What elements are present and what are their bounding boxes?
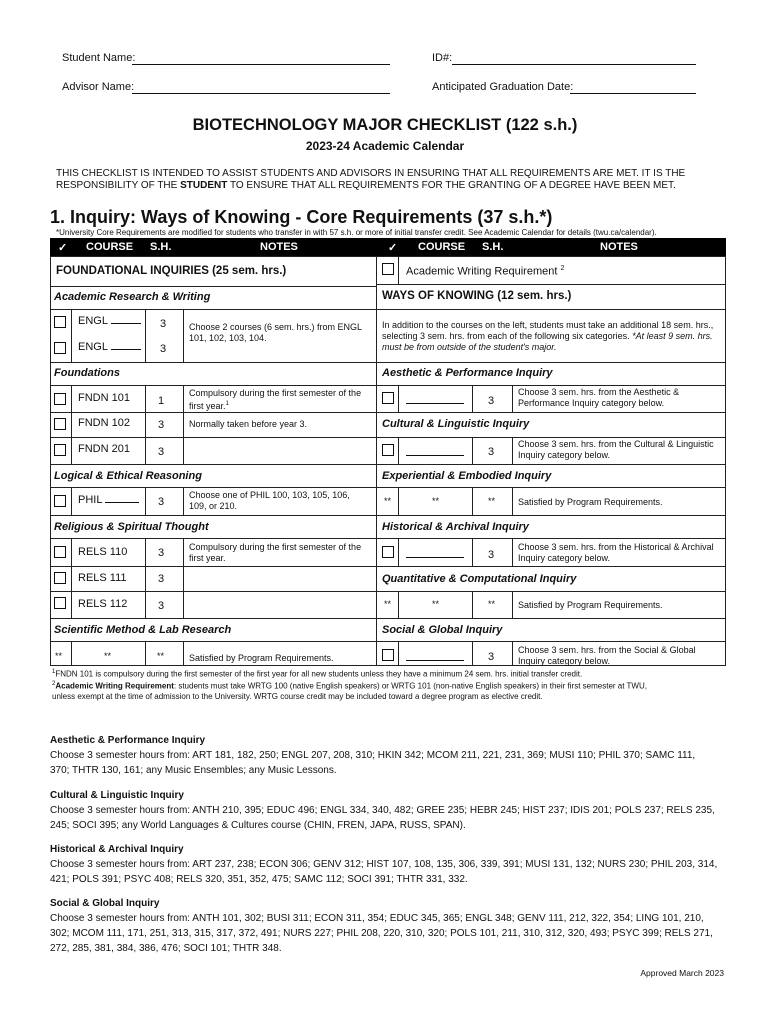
exp-course-stars: ** — [432, 496, 440, 506]
table-header — [50, 238, 726, 256]
exp-note: Satisfied by Program Requirements. — [518, 497, 663, 507]
sci-course-stars: ** — [104, 651, 112, 661]
footnote-1 — [52, 669, 742, 679]
rels110-course: RELS 110 — [78, 546, 128, 558]
aesthetic-course-blank[interactable] — [406, 393, 464, 404]
aesthetic-sh: 3 — [488, 395, 495, 407]
religious-heading: Religious & Spiritual Thought — [54, 521, 209, 533]
intro-line-1: THIS CHECKLIST IS INTENDED TO ASSIST STUDENTS AND ADVISORS IN ENSURING THAT ALL REQUIREMENTS ARE MET. IT IS THE — [56, 168, 686, 179]
course-number-blank[interactable] — [111, 323, 141, 324]
footnote-num: 2 — [52, 681, 56, 687]
intro-line-2 — [56, 180, 716, 192]
sci-note: Satisfied by Program Requirements. — [189, 653, 334, 663]
social-note: Choose 3 sem. hrs. from the Social & Global Inquiry category below. — [518, 645, 696, 666]
rels112-checkbox[interactable] — [54, 597, 66, 609]
notes-header: NOTES — [260, 241, 298, 253]
grad-date-field[interactable] — [570, 93, 696, 94]
course-code: PHIL — [78, 494, 103, 506]
list-text: 245; SOCI 395; any World Languages & Cultures course (CHIN, FREN, JAPA, RUSS, SPAN). — [50, 820, 466, 831]
wok-note — [382, 320, 718, 353]
aesthetic-note: Choose 3 sem. hrs. from the Aesthetic & Performance Inquiry category below. — [518, 387, 680, 408]
list-heading: Historical & Archival Inquiry — [50, 844, 184, 855]
engl-sh-2: 3 — [160, 343, 167, 355]
cultural-note: Choose 3 sem. hrs. from the Cultural & Linguistic Inquiry category below. — [518, 439, 714, 460]
aesthetic-list — [50, 733, 730, 778]
grad-date-label: Anticipated Graduation Date: — [432, 81, 574, 93]
wok-heading: WAYS OF KNOWING (12 sem. hrs.) — [382, 290, 572, 302]
quant-course-stars: ** — [432, 599, 440, 609]
section-1-title: 1. Inquiry: Ways of Knowing - Core Requirements (37 s.h.*) — [50, 207, 553, 227]
quant-check-stars: ** — [384, 599, 392, 609]
aesthetic-heading: Aesthetic & Performance Inquiry — [382, 367, 553, 379]
sh-header: S.H. — [482, 241, 504, 253]
phil-checkbox[interactable] — [54, 495, 66, 507]
course-code: ENGL — [78, 315, 108, 327]
sh-header: S.H. — [150, 241, 172, 253]
rels110-sh: 3 — [158, 547, 165, 559]
fndn201-checkbox[interactable] — [54, 444, 66, 456]
fndn102-sh: 3 — [158, 419, 165, 431]
social-course-blank[interactable] — [406, 650, 464, 661]
page-subtitle: 2023-24 Academic Calendar — [305, 139, 465, 153]
section-1-note: *University Core Requirements are modified for students who transfer in with 57 s.h. or more of initial transfer credit. See Academic Calendar for details (twu.ca/calendar). — [56, 228, 657, 237]
awr-checkbox[interactable] — [382, 263, 394, 275]
page-title: BIOTECHNOLOGY MAJOR CHECKLIST (122 s.h.) — [192, 116, 578, 134]
social-heading: Social & Global Inquiry — [382, 624, 503, 636]
list-text: Choose 3 semester hours from: ANTH 101, 302; BUSI 311; ECON 311, 354; EDUC 345, 365; ENGL 348; GENV 111, 212, 322, 354; LING 101, 210, — [50, 913, 704, 924]
intro-student-bold: STUDENT — [180, 180, 228, 191]
course-code: ENGL — [78, 341, 108, 353]
footnote-text: FNDN 101 is compulsory during the first semester of the first year for all new students unless they have a minimum 24 sem. hrs. initial transfer credit. — [55, 669, 583, 679]
list-heading: Social & Global Inquiry — [50, 898, 160, 909]
awr-text: Academic Writing Requirement — [406, 265, 558, 278]
list-text: 302; MCOM 111, 171, 251, 313, 315, 317, 372, 491; NURS 227; PHIL 208, 220, 310, 320; POLS 101, 211, 310, 312, 320, 493; PSYC 399; RELS 271, — [50, 928, 713, 939]
rels112-sh: 3 — [158, 600, 165, 612]
cultural-checkbox[interactable] — [382, 444, 394, 456]
historical-list — [50, 842, 730, 887]
academic-research-heading: Academic Research & Writing — [54, 291, 211, 303]
footnote-ref: 2 — [560, 265, 565, 272]
quantitative-heading: Quantitative & Computational Inquiry — [382, 573, 577, 585]
engl-course-2[interactable] — [78, 341, 141, 353]
fndn102-course: FNDN 102 — [78, 417, 130, 429]
advisor-name-field[interactable] — [132, 93, 390, 94]
footnote-2-cont: unless exempt at the time of admission to the University. WRTG course credit may be included toward a degree program as elective credit. — [52, 692, 543, 701]
wok-note-text: In addition to the courses on the left, students must take an additional 18 sem. hrs., selecting 3 sem. hrs. from each of the following six categories. — [382, 320, 714, 341]
table-divider — [376, 256, 377, 666]
course-number-blank[interactable] — [111, 349, 141, 350]
social-list — [50, 896, 730, 956]
fndn102-checkbox[interactable] — [54, 418, 66, 430]
check-header: ✓ — [388, 242, 398, 254]
fndn201-sh: 3 — [158, 446, 165, 458]
phil-sh: 3 — [158, 496, 165, 508]
engl-course-1[interactable] — [78, 315, 141, 327]
historical-note: Choose 3 sem. hrs. from the Historical & Archival Inquiry category below. — [518, 542, 714, 563]
course-header: COURSE — [418, 241, 466, 253]
sci-check-stars: ** — [55, 651, 63, 661]
rels110-checkbox[interactable] — [54, 546, 66, 558]
social-sh: 3 — [488, 651, 495, 663]
intro-text — [56, 168, 716, 192]
course-number-blank[interactable] — [105, 502, 139, 503]
historical-heading: Historical & Archival Inquiry — [382, 521, 529, 533]
historical-sh: 3 — [488, 549, 495, 561]
fndn101-checkbox[interactable] — [54, 393, 66, 405]
check-header: ✓ — [58, 242, 68, 254]
id-label: ID#: — [432, 52, 453, 64]
exp-sh-stars: ** — [488, 496, 496, 506]
engl-checkbox-1[interactable] — [54, 316, 66, 328]
experiential-heading: Experiential & Embodied Inquiry — [382, 470, 552, 482]
cultural-sh: 3 — [488, 446, 495, 458]
foundations-heading: Foundations — [54, 367, 120, 379]
quant-note: Satisfied by Program Requirements. — [518, 600, 663, 610]
wok-note-italic: *At least 9 sem. hrs. must be from outside of the student's major. — [382, 331, 713, 352]
list-heading: Aesthetic & Performance Inquiry — [50, 735, 206, 746]
intro-part: RESPONSIBILITY OF THE — [56, 180, 181, 191]
list-text: 421; POLS 391; PSYC 408; RELS 320, 351, 352, 475; SAMC 112; SOCI 391; THTR 331, 332. — [50, 874, 468, 885]
footnote-num: 1 — [52, 669, 56, 675]
aesthetic-checkbox[interactable] — [382, 392, 394, 404]
notes-header: NOTES — [600, 241, 638, 253]
footnote-ref: 1 — [225, 401, 229, 407]
awr-label — [406, 265, 564, 278]
sci-sh-stars: ** — [157, 651, 165, 661]
advisor-name-label: Advisor Name: — [62, 81, 135, 93]
logical-heading: Logical & Ethical Reasoning — [54, 470, 202, 482]
rels111-checkbox[interactable] — [54, 572, 66, 584]
list-text: Choose 3 semester hours from: ANTH 210, 395; EDUC 496; ENGL 334, 340, 482; GREE 235; HEBR 245; HIST 237; IDIS 201; POLS 237; RELS 235, — [50, 805, 715, 816]
footnote-text: : students must take WRTG 100 (native English speakers) or WRTG 101 (non-native English speakers) in their first semester at TWU, — [173, 681, 647, 691]
footnote-2 — [52, 681, 742, 691]
rels110-note: Compulsory during the first semester of the first year. — [189, 542, 362, 563]
quant-sh-stars: ** — [488, 599, 496, 609]
foundational-heading: FOUNDATIONAL INQUIRIES (25 sem. hrs.) — [56, 265, 287, 277]
id-field[interactable] — [452, 64, 696, 65]
historical-course-blank[interactable] — [406, 547, 464, 558]
intro-part: TO ENSURE THAT ALL REQUIREMENTS FOR THE GRANTING OF A DEGREE HAVE BEEN MET. — [227, 180, 676, 191]
scientific-heading: Scientific Method & Lab Research — [54, 624, 232, 636]
fndn101-course: FNDN 101 — [78, 392, 130, 404]
cultural-course-blank[interactable] — [406, 445, 464, 456]
fndn101-sh: 1 — [158, 395, 165, 407]
fndn101-note — [189, 388, 369, 412]
list-text: 370; THTR 130, 161; any Music Ensembles; any Music Lessons. — [50, 765, 337, 776]
phil-note: Choose one of PHIL 100, 103, 105, 106, 109, or 210. — [189, 490, 350, 511]
phil-course[interactable] — [78, 494, 139, 506]
fndn201-course: FNDN 201 — [78, 443, 130, 455]
list-text: 272, 285, 381, 384, 386, 476; SOCI 101; THTR 348. — [50, 943, 282, 954]
note-text: Compulsory during the first semester of the first year. — [189, 388, 362, 411]
rels111-sh: 3 — [158, 573, 165, 585]
approved-date: Approved March 2023 — [640, 968, 724, 978]
list-text: Choose 3 semester hours from: ART 237, 238; ECON 306; GENV 312; HIST 107, 108, 135, 306, 339, 391; MUSI 131, 132; NURS 230; PHIL 203, 314, — [50, 859, 718, 870]
exp-check-stars: ** — [384, 496, 392, 506]
course-header: COURSE — [86, 241, 134, 253]
fndn102-note: Normally taken before year 3. — [189, 419, 308, 429]
student-name-field[interactable] — [132, 64, 390, 65]
social-checkbox[interactable] — [382, 649, 394, 661]
student-name-label: Student Name: — [62, 52, 136, 64]
rels111-course: RELS 111 — [78, 572, 127, 584]
list-heading: Cultural & Linguistic Inquiry — [50, 790, 184, 801]
cultural-heading: Cultural & Linguistic Inquiry — [382, 418, 530, 430]
cultural-list — [50, 788, 730, 833]
engl-note: Choose 2 courses (6 sem. hrs.) from ENGL 101, 102, 103, 104. — [189, 322, 362, 343]
engl-checkbox-2[interactable] — [54, 342, 66, 354]
list-text: Choose 3 semester hours from: ART 181, 182, 250; ENGL 207, 208, 310; HKIN 342; MCOM 211, 221, 231, 369; MUSI 110; PHIL 370; SAMC 111, — [50, 750, 696, 761]
rels112-course: RELS 112 — [78, 598, 128, 610]
historical-checkbox[interactable] — [382, 546, 394, 558]
footnote-bold: Academic Writing Requirement — [55, 681, 174, 691]
engl-sh-1: 3 — [160, 318, 167, 330]
